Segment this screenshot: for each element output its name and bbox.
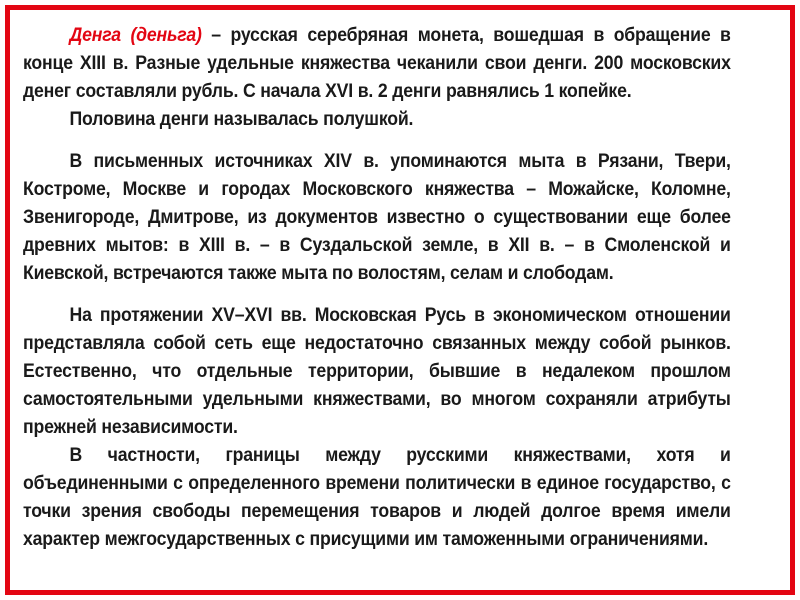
paragraph-moscow-rus-markets — [23, 302, 731, 442]
term-denga: Денга (деньга) — [69, 25, 202, 46]
red-border-frame — [5, 5, 795, 595]
paragraph-principality-borders — [23, 442, 731, 554]
document-body — [23, 22, 731, 554]
paragraph-polushka — [23, 106, 731, 134]
paragraph-text: На протяжении XV–XVI вв. Московская Русь в экономическом отношении представляла собой сеть еще недостаточно связанных между собой рынков. Естественно, что отдельные территории, бывшие в недалеком прошлом самостоятельными удельными княжествами, во многом сохраняли атрибуты прежней независимости. — [23, 305, 731, 438]
paragraph-text: В письменных источниках XIV в. упоминаются мыта в Рязани, Твери, Костроме, Москве и городах Московского княжества – Можайске, Коломне, Звенигороде, Дмитрове, из документов известно о существовании еще более древних мытов: в XIII в. – в Суздальской земле, в XII в. – в Смоленской и Киевской, встречаются также мыта по волостям, селам и слободам. — [23, 151, 731, 284]
paragraph-text: Половина денги называлась полушкой. — [69, 109, 414, 130]
paragraph-text: В частности, границы между русскими княжествами, хотя и объединенными с определенного времени политически в единое государство, с точки зрения свободы перемещения товаров и людей долгое время имели характер межгосударственных с присущими им таможенными ограничениями. — [23, 445, 731, 550]
paragraph-myta-sources — [23, 148, 731, 288]
paragraph-denga-definition — [23, 22, 731, 106]
paragraph-text: – русская серебряная монета, вошедшая в обращение в конце XIII в. Разные удельные княжества чеканили свои денги. 200 московских денег составляли рубль. С начала XVI в. 2 денги равнялись 1 копейке. — [23, 25, 731, 102]
